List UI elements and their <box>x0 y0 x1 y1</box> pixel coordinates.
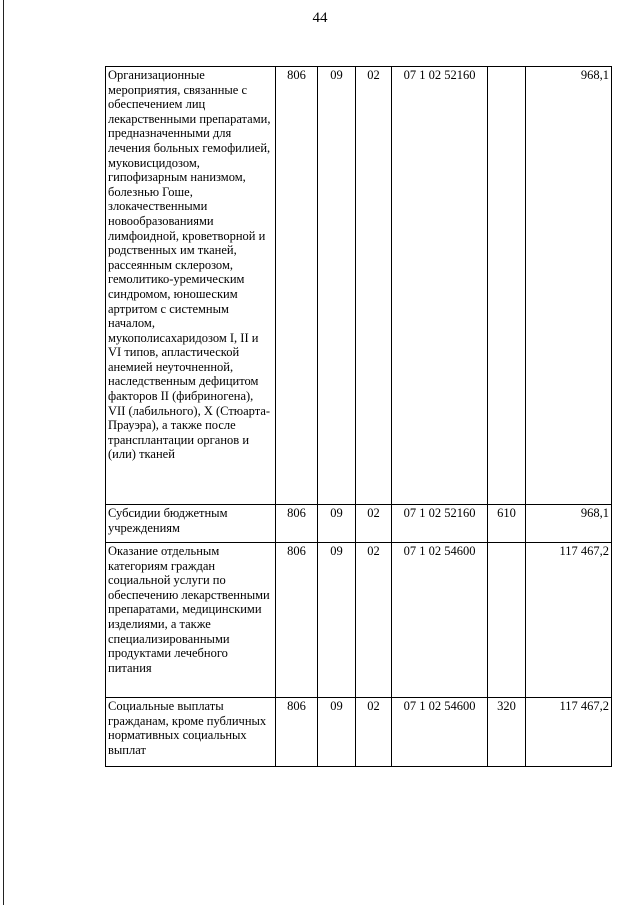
section-code-cell: 09 <box>318 67 356 505</box>
expense-type-cell <box>488 67 526 505</box>
ministry-code-cell: 806 <box>276 698 318 767</box>
target-article-cell: 07 1 02 54600 <box>392 543 488 698</box>
row-name-cell: Организационные мероприятия, связанные с обеспечением лиц лекарственными препаратами, предназначенными для лечения больных гемофилией, муковисцидозом, гипофизарным нанизмом, болезнью Гоше, злокачественными новообразованиями лимфоидной, кроветворной и родственных им тканей, рассеянным склерозом, гемолитико-уремическим синдромом, юношеским артритом с системным началом, мукополисахаридозом I, II и VI типов, апластической анемией неуточненной, наследственным дефицитом факторов II (фибриногена), VII (лабильного), X (Стюарта-Прауэра), а также после трансплантации органов и (или) тканей <box>106 67 276 505</box>
section-code-cell: 09 <box>318 698 356 767</box>
ministry-code-cell: 806 <box>276 505 318 543</box>
subsection-code-cell: 02 <box>356 505 392 543</box>
subsection-code-cell: 02 <box>356 67 392 505</box>
expense-type-cell: 610 <box>488 505 526 543</box>
expense-type-cell: 320 <box>488 698 526 767</box>
section-code-cell: 09 <box>318 543 356 698</box>
table-row <box>106 698 612 767</box>
expense-type-cell <box>488 543 526 698</box>
ministry-code-cell: 806 <box>276 67 318 505</box>
row-name-cell: Субсидии бюджетным учреждениям <box>106 505 276 543</box>
amount-cell: 117 467,2 <box>526 543 612 698</box>
page-number: 44 <box>312 10 328 26</box>
row-name-cell: Оказание отдельным категориям граждан социальной услуги по обеспечению лекарственными препаратами, медицинскими изделиями, а также специализированными продуктами лечебного питания <box>106 543 276 698</box>
section-code-cell: 09 <box>318 505 356 543</box>
table-row <box>106 67 612 505</box>
target-article-cell: 07 1 02 52160 <box>392 505 488 543</box>
subsection-code-cell: 02 <box>356 698 392 767</box>
subsection-code-cell: 02 <box>356 543 392 698</box>
ministry-code-cell: 806 <box>276 543 318 698</box>
budget-table <box>105 66 612 767</box>
scan-left-edge-line <box>3 0 4 905</box>
amount-cell: 117 467,2 <box>526 698 612 767</box>
target-article-cell: 07 1 02 54600 <box>392 698 488 767</box>
row-name-cell: Социальные выплаты гражданам, кроме публичных нормативных социальных выплат <box>106 698 276 767</box>
amount-cell: 968,1 <box>526 67 612 505</box>
table-row <box>106 505 612 543</box>
target-article-cell: 07 1 02 52160 <box>392 67 488 505</box>
amount-cell: 968,1 <box>526 505 612 543</box>
table-row <box>106 543 612 698</box>
